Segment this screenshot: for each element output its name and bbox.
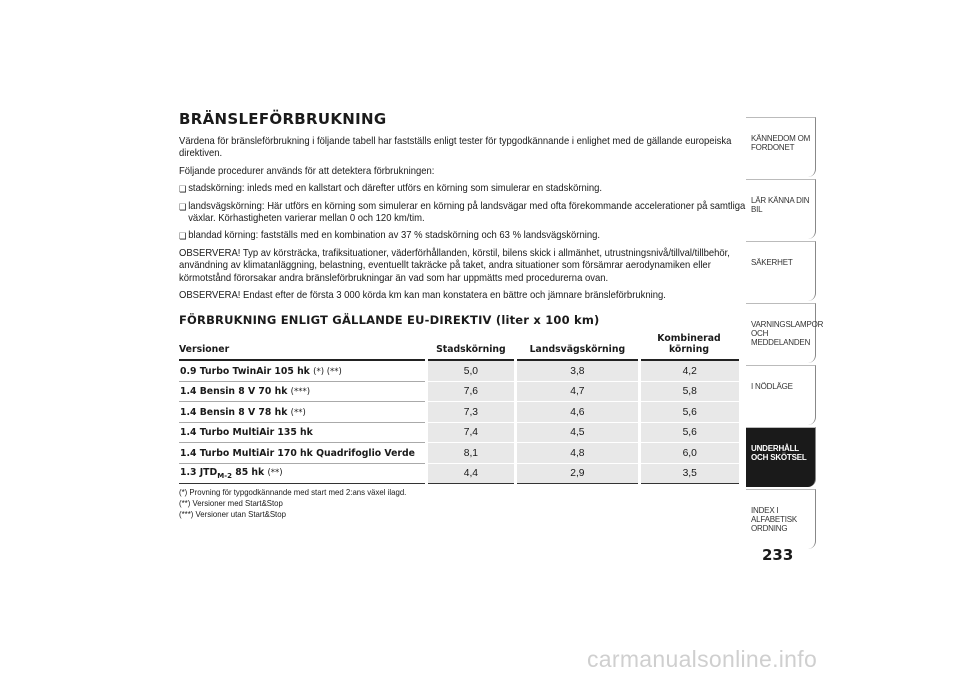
consumption-table [179,331,739,484]
version-name: 0.9 Turbo TwinAir 105 hk (*) (**) [179,360,426,381]
table-row [179,443,739,464]
chapter-tabs [746,117,824,551]
combined-value: 5,6 [639,402,739,423]
table-row [179,422,739,443]
city-value: 4,4 [426,463,516,484]
header-city: Stadskörning [426,331,516,360]
combined-value: 5,6 [639,422,739,443]
procedure-list [179,183,746,243]
tab-underhall-och-skotsel[interactable]: UNDERHÅLL OCH SKÖTSEL [746,427,816,487]
table-title: FÖRBRUKNING ENLIGT GÄLLANDE EU-DIREKTIV (liter x 100 km) [179,313,600,328]
combined-value: 6,0 [639,443,739,464]
highway-value: 3,8 [516,360,639,381]
combined-value: 5,8 [639,381,739,402]
table-header-row [179,331,739,360]
highway-value: 4,7 [516,381,639,402]
city-value: 5,0 [426,360,516,381]
table-row [179,360,739,381]
table-row [179,463,739,484]
procedure-item-highway: ❏ landsvägskörning: Här utförs en körning som simulerar en körning på landsvägar med ofta förekommande accelerationer på samtliga växlar. Körhastigheten varierar mellan 0 och 120 km/tim. [179,201,752,226]
procedure-item-mixed: ❏ blandad körning: fastställs med en kombination av 37 % stadskörning och 63 % landsvägskörning. [179,230,752,242]
highway-value: 4,5 [516,422,639,443]
procedure-item-city: ❏ stadskörning: inleds med en kallstart och därefter utförs en körning som simulerar en stadskörning. [179,183,752,195]
highway-value: 2,9 [516,463,639,484]
footnote: (*) Provning för typgodkännande med start med 2:ans växel ilagd. [179,487,407,498]
version-name: 1.4 Bensin 8 V 70 hk (***) [179,381,426,402]
page-number: 233 [762,546,794,564]
footnote: (**) Versioner med Start&Stop [179,498,283,509]
intro-paragraph: Värdena för bränsleförbrukning i följande tabell har fastställs enligt tester för typgodkännande i enlighet med de gällande europeiska direktiven. [179,136,732,160]
tab-varningslampor[interactable]: VARNINGSLAMPOR OCH MEDDELANDEN [746,303,816,363]
page-title: BRÄNSLEFÖRBRUKNING [179,110,387,128]
procedures-intro: Följande procedurer används för att detektera förbrukningen: [179,165,435,177]
footnote: (***) Versioner utan Start&Stop [179,509,286,520]
tab-sakerhet[interactable]: SÄKERHET [746,241,816,301]
note-driving-conditions: OBSERVERA! Typ av körsträcka, trafiksituationer, väderförhållanden, körstil, bilens skick i allmänhet, utrustningsnivå/tillval/tillbehör, användning av klimatanläggning, belastning, eventuellt takräcke på taket, andra situationer som försämrar aerodynamiken eller körmotstånd förorsakar andra bränsleförbrukningar än vad som har uppmätts med procedurerna ovan. [179,247,730,284]
tab-lar-kanna-din-bil[interactable]: LÄR KÄNNA DIN BIL [746,179,816,239]
header-highway: Landsvägskörning [516,331,639,360]
version-name: 1.4 Bensin 8 V 78 hk (**) [179,402,426,423]
highway-value: 4,8 [516,443,639,464]
version-name: 1.4 Turbo MultiAir 170 hk Quadrifoglio Verde [179,443,426,464]
tab-index[interactable]: INDEX I ALFABETISK ORDNING [746,489,816,549]
version-name: 1.4 Turbo MultiAir 135 hk [179,422,426,443]
page-content [179,110,746,520]
combined-value: 3,5 [639,463,739,484]
highway-value: 4,6 [516,402,639,423]
note-break-in: OBSERVERA! Endast efter de första 3 000 körda km kan man konstatera en bättre och jämnare bränsleförbrukning. [179,290,666,302]
watermark: carmanualsonline.info [587,646,818,672]
version-name: 1.3 $JTD_{M-2}$ 85 hk (**) [179,463,426,484]
header-combined: Kombinerad körning [639,331,739,360]
combined-value: 4,2 [639,360,739,381]
table-footnotes [179,487,741,520]
table-row [179,381,739,402]
city-value: 7,6 [426,381,516,402]
city-value: 7,3 [426,402,516,423]
tab-kannedom-om-fordonet[interactable]: KÄNNEDOM OM FORDONET [746,117,816,177]
table-row [179,402,739,423]
header-versions: Versioner [179,331,426,360]
city-value: 8,1 [426,443,516,464]
city-value: 7,4 [426,422,516,443]
tab-i-nodlage[interactable]: I NÖDLÄGE [746,365,816,425]
